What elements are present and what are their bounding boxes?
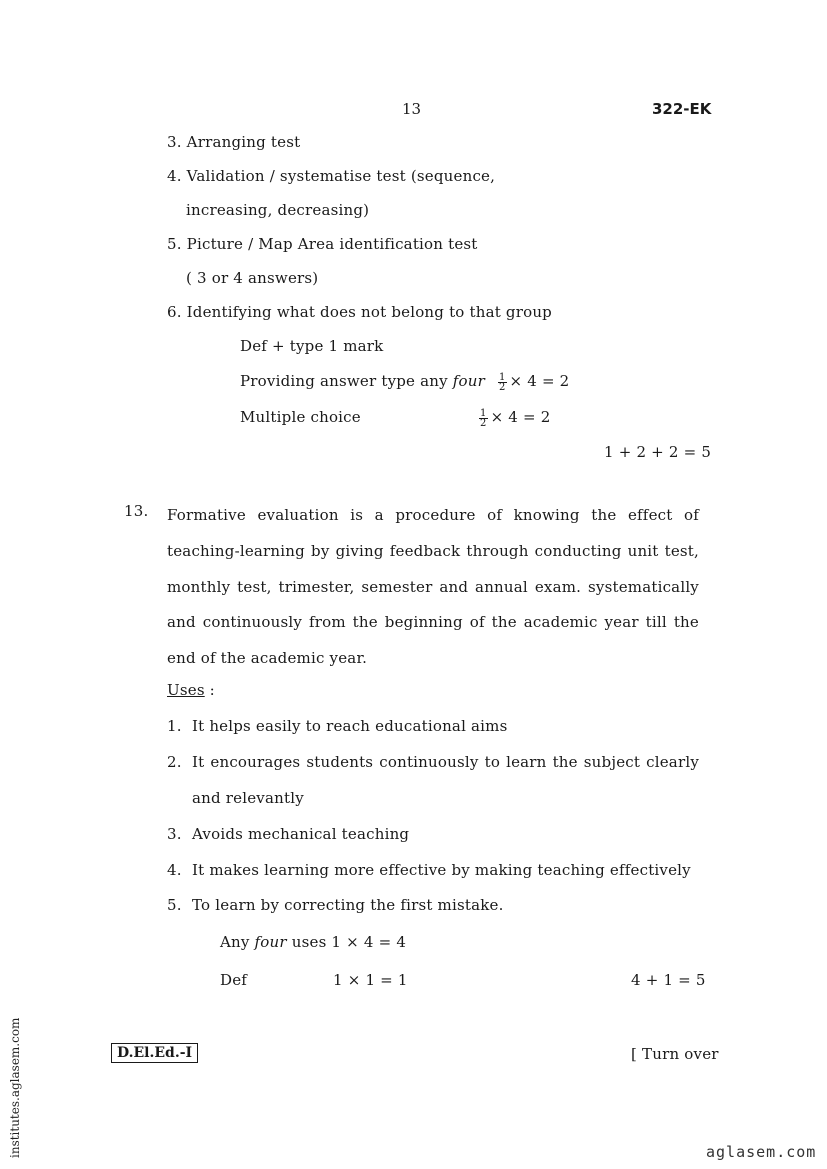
half-fraction: $\frac{1}{2}$ (480, 407, 487, 429)
list-item: 3. Arranging test (167, 133, 301, 151)
uses-item-text: Avoids mechanical teaching (192, 825, 410, 843)
marks-providing-emphasis: four (452, 372, 485, 390)
def-total: 4 + 1 = 5 (631, 971, 706, 989)
marks-def-type: Def + type 1 mark (240, 337, 384, 355)
marks-multiple-choice-label: Multiple choice (240, 408, 361, 426)
uses-item-number: 5. (167, 896, 182, 914)
def-calc: 1 × 1 = 1 (333, 971, 408, 989)
uses-item-text: It makes learning more effective by making teaching effectively (192, 861, 691, 879)
page-number: 13 (402, 100, 422, 118)
list-item-continuation: ( 3 or 4 answers) (186, 269, 319, 287)
list-item: 4. Validation / systematise test (sequence, (167, 167, 496, 185)
turn-over: [ Turn over (631, 1045, 719, 1063)
any-four-emphasis: four (254, 933, 287, 951)
uses-item-text: It helps easily to reach educational aims (192, 717, 508, 735)
uses-item-number: 3. (167, 825, 182, 843)
paper-code: 322-EK (652, 100, 712, 118)
list-item: 5. Picture / Map Area identification test (167, 235, 478, 253)
uses-item-text: It encourages students continuously to learn the subject clearly (192, 753, 699, 771)
list-item: 6. Identifying what does not belong to that group (167, 303, 552, 321)
uses-heading: Uses : (167, 681, 215, 699)
half-fraction: $\frac{1}{2}$ (498, 371, 506, 393)
uses-item-number: 1. (167, 717, 182, 735)
uses-item-number: 4. (167, 861, 182, 879)
uses-label: Uses (167, 681, 205, 699)
marks-providing-text: Providing answer type any (240, 372, 453, 390)
marks-total: 1 + 2 + 2 = 5 (604, 443, 712, 461)
any-four-uses: Any four uses 1 × 4 = 4 (220, 933, 407, 951)
uses-item-continuation: and relevantly (192, 789, 304, 807)
def-label: Def (220, 971, 248, 989)
marks-providing-calc: × 4 = 2 (509, 372, 570, 390)
side-watermark: institutes.aglasem.com (8, 1017, 22, 1158)
course-code-box: D.El.Ed.-I (111, 1043, 198, 1063)
question-paragraph: Formative evaluation is a procedure of knowing the effect of teaching-learning by giving feedback through conducting unit test, monthly test, trimester, semester and annual exam. systematically and continuously from the beginning of the academic year till the end of the academic year. (167, 506, 699, 668)
marks-multiple-choice-calc: $\frac{1}{2}$ × 4 = 2 (480, 407, 551, 429)
list-item-continuation: increasing, decreasing) (186, 201, 370, 219)
bottom-watermark: aglasem.com (706, 1143, 817, 1161)
uses-item-number: 2. (167, 753, 182, 771)
marks-providing-answer (240, 372, 569, 392)
question-number: 13. (124, 502, 149, 520)
uses-item-text: To learn by correcting the first mistake. (192, 896, 504, 914)
